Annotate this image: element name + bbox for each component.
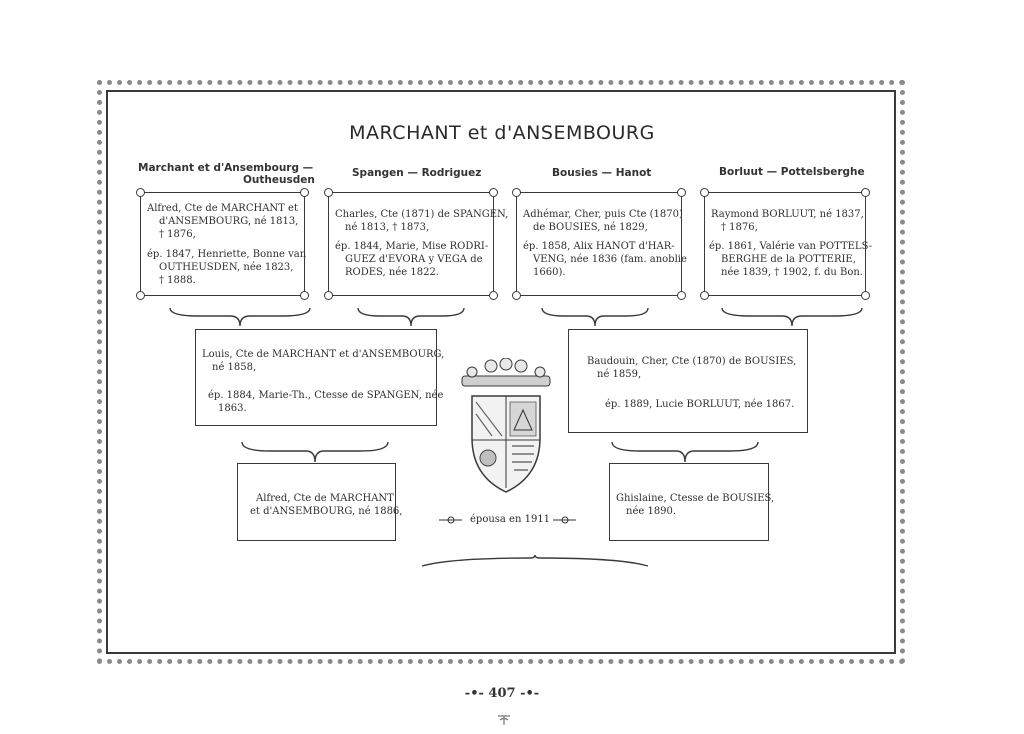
box-line: † 1876, <box>721 222 758 233</box>
box-line: ép. 1889, Lucie BORLUUT, née 1867. <box>605 399 795 410</box>
box-line: né 1858, <box>212 362 257 373</box>
box-line: ép. 1884, Marie-Th., Ctesse de SPANGEN, née <box>208 390 444 401</box>
genealogy-box-alfred-1886 <box>237 463 403 541</box>
column-heading-spangen: Spangen — Rodriguez <box>352 167 482 179</box>
box-line: GUEZ d'EVORA y VEGA de <box>345 254 483 265</box>
page-number: -•- 407 -•- <box>464 686 540 701</box>
box-line: ép. 1858, Alix HANOT d'HAR- <box>523 241 675 252</box>
box-line: Baudouin, Cher, Cte (1870) de BOUSIES, <box>587 356 797 367</box>
genealogy-box-charles-spangen <box>328 192 509 296</box>
brace-connector <box>420 554 650 568</box>
box-line: † 1876, <box>159 229 196 240</box>
brace-connector <box>240 440 390 464</box>
box-line: Adhémar, Cher, puis Cte (1870) <box>523 209 683 220</box>
fleuron-ornament-icon <box>497 714 511 726</box>
box-line: † 1888. <box>159 275 196 286</box>
box-line: Alfred, Cte de MARCHANT et <box>147 203 298 214</box>
box-line: né 1813, † 1873, <box>345 222 430 233</box>
box-line: d'ANSEMBOURG, né 1813, <box>159 216 299 227</box>
box-line: de BOUSIES, né 1829, <box>533 222 648 233</box>
box-line: Alfred, Cte de MARCHANT <box>256 493 394 504</box>
marriage-label: épousa en 1911 <box>470 514 551 525</box>
arrow-ornament-icon <box>438 515 464 525</box>
page-title: MARCHANT et d'ANSEMBOURG <box>349 122 655 144</box>
box-line: 1660). <box>533 267 566 278</box>
box-line: Raymond BORLUUT, né 1837, <box>711 209 864 220</box>
box-line: 1863. <box>218 403 247 414</box>
genealogy-box-ghislaine <box>609 463 775 541</box>
genealogy-box-alfred-1813 <box>140 192 305 296</box>
column-heading-marchant: Marchant et d'Ansembourg — <box>138 162 314 174</box>
genealogy-box-louis <box>195 329 445 426</box>
coat-of-arms-icon <box>458 358 554 498</box>
box-line: OUTHEUSDEN, née 1823, <box>159 262 294 273</box>
column-heading-bousies: Bousies — Hanot <box>552 167 652 179</box>
brace-connector <box>540 306 650 328</box>
box-line: Charles, Cte (1871) de SPANGEN, <box>335 209 509 220</box>
box-line: né 1859, <box>597 369 642 380</box>
box-line: ép. 1844, Marie, Mise RODRI- <box>335 241 489 252</box>
box-line: Louis, Cte de MARCHANT et d'ANSEMBOURG, <box>202 349 445 360</box>
arrow-ornament-icon <box>552 515 578 525</box>
genealogy-box-ademar-bousies <box>516 192 687 296</box>
box-line: ép. 1847, Henriette, Bonne van <box>147 249 307 260</box>
genealogy-box-baudouin <box>568 329 808 433</box>
box-line: BERGHE de la POTTERIE, <box>721 254 856 265</box>
box-line: RODES, née 1822. <box>345 267 439 278</box>
box-line: née 1890. <box>626 506 677 517</box>
genealogy-box-raymond-borluut <box>704 192 873 296</box>
brace-connector <box>168 306 312 328</box>
brace-connector <box>356 306 466 328</box>
box-line: née 1839, † 1902, f. du Bon. <box>721 267 863 278</box>
brace-connector <box>720 306 864 328</box>
box-line: VENG, née 1836 (fam. anoblie <box>533 254 687 265</box>
box-line: Ghislaine, Ctesse de BOUSIES, <box>616 493 775 504</box>
brace-connector <box>610 440 760 464</box>
column-heading-borluut: Borluut — Pottelsberghe <box>719 166 865 178</box>
box-line: ép. 1861, Valérie van POTTELS- <box>709 241 873 252</box>
box-line: et d'ANSEMBOURG, né 1886, <box>250 506 403 517</box>
column-heading-marchant-2: Outheusden <box>243 174 315 186</box>
